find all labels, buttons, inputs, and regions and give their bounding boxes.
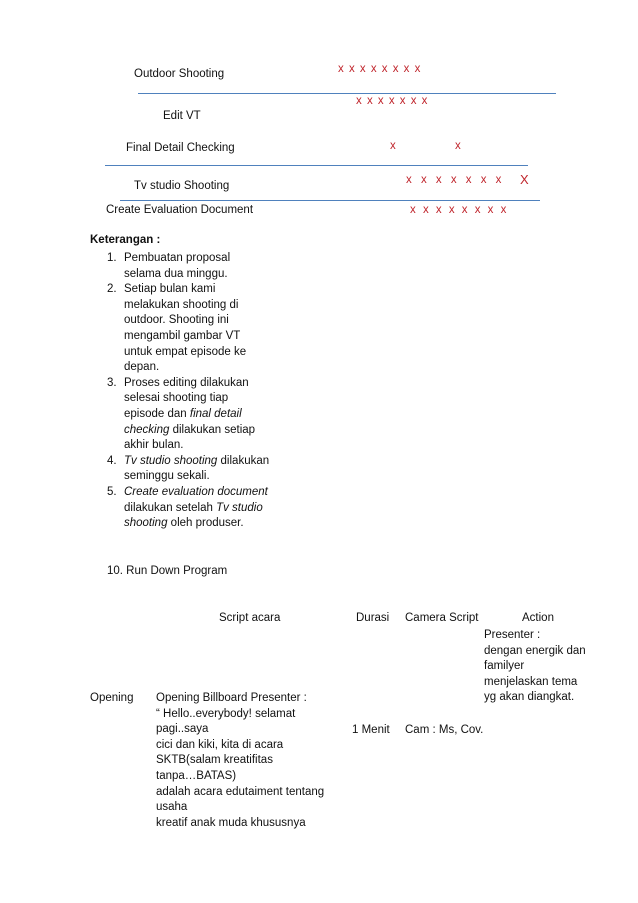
rundown-segment: Opening <box>90 692 134 704</box>
rundown-durasi: 1 Menit <box>352 724 390 736</box>
list-text-part: dilakukan setiap akhir bulan. <box>124 423 256 452</box>
list-text: Setiap bulan kami melakukan shooting di outdoor. Shooting ini mengambil gambar VT untuk empat episode ke depan. <box>124 283 247 374</box>
col-header-action: Action <box>522 612 554 624</box>
list-item <box>107 485 307 532</box>
schedule-marks-edit-vt: x x x x x x x <box>356 95 428 107</box>
notes-list <box>107 251 307 532</box>
list-text: Pembuatan proposal selama dua minggu. <box>124 252 231 280</box>
schedule-divider <box>105 165 528 166</box>
list-number: 3. <box>107 376 117 389</box>
section-heading-rundown: 10. Run Down Program <box>107 565 228 577</box>
list-number: 2. <box>107 283 117 296</box>
list-text <box>124 485 274 532</box>
schedule-label-edit-vt: Edit VT <box>163 110 201 122</box>
schedule-mark-final-b: x <box>455 140 461 152</box>
col-header-durasi: Durasi <box>356 612 390 624</box>
list-text-emphasis: final detail checking <box>124 407 242 436</box>
schedule-label-tv-studio: Tv studio Shooting <box>134 180 230 192</box>
schedule-divider <box>138 93 556 94</box>
list-text-part: Proses editing dilakukan selesai shooting tiap episode dan <box>124 376 249 420</box>
list-item <box>107 251 307 282</box>
list-text-emphasis: Create evaluation document <box>124 485 268 498</box>
list-number: 5. <box>107 485 117 498</box>
schedule-mark-tv-studio-end: X <box>520 172 529 187</box>
list-item <box>107 376 307 454</box>
col-header-script: Script acara <box>219 612 281 624</box>
list-text-emphasis: Tv studio shooting <box>124 454 218 467</box>
list-number: 1. <box>107 252 117 264</box>
list-text <box>124 376 269 454</box>
schedule-marks-tv-studio: x x x x x x x <box>406 174 502 186</box>
col-header-camera: Camera Script <box>405 612 479 624</box>
list-item <box>107 454 307 485</box>
schedule-divider <box>120 200 540 201</box>
schedule-marks-evaluation: x x x x x x x x <box>410 204 507 216</box>
list-text-part: oleh produser. <box>167 517 244 530</box>
schedule-mark-final-a: x <box>390 140 396 152</box>
notes-heading: Keterangan : <box>90 234 161 246</box>
schedule-label-final-check: Final Detail Checking <box>126 142 235 154</box>
list-text <box>124 454 284 485</box>
list-text-part: dilakukan seminggu sekali. <box>124 454 270 483</box>
schedule-label-outdoor: Outdoor Shooting <box>134 68 225 80</box>
list-number: 4. <box>107 454 117 467</box>
list-text-emphasis: Tv studio shooting <box>124 501 263 530</box>
rundown-action: Presenter : dengan energik dan familyer menjelaskan tema yg akan diangkat. <box>484 629 586 704</box>
rundown-camera: Cam : Ms, Cov. <box>405 724 484 736</box>
rundown-script: Opening Billboard Presenter : “ Hello..everybody! selamat pagi..saya cici dan kiki, kita di acara SKTB(salam kreatifitas tanpa…BATAS) adalah acara edutaiment tentang usaha kreatif anak muda khususnya <box>156 692 325 829</box>
schedule-label-evaluation: Create Evaluation Document <box>106 204 254 216</box>
list-text-part: dilakukan setelah <box>124 501 217 514</box>
list-item <box>107 282 307 376</box>
schedule-marks-outdoor: x x x x x x x x <box>338 63 421 75</box>
